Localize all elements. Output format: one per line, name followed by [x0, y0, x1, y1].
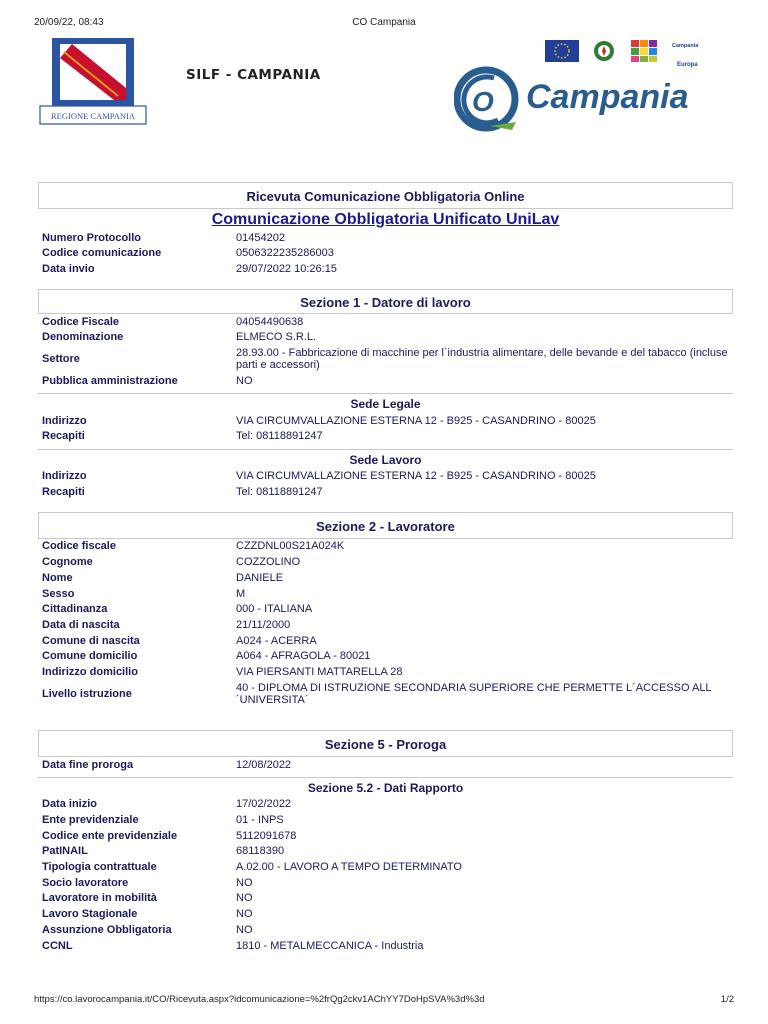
section-5-header: Sezione 5 - Proroga [38, 730, 733, 757]
page-number: 1/2 [720, 994, 734, 1005]
table-row: Codice fiscale CZZDNL00S21A024K [42, 540, 345, 553]
table-row: Indirizzo VIA CIRCUMVALLAZIONE ESTERNA 12 - B925 - CASANDRINO - 80025 [42, 414, 596, 427]
regione-label: REGIONE CAMPANIA [51, 111, 135, 121]
table-row: Data fine proroga 12/08/2022 [42, 758, 292, 771]
table-row: Assunzione Obbligatoria NO [42, 923, 253, 936]
print-footer [34, 994, 734, 1008]
table-row: Nome DANIELE [42, 571, 284, 584]
table-row: Settore 28.93.00 - Fabbricazione di macchine per l´industria alimentare, delle bevande e del tabacco (incluse parti e accessori) [42, 346, 728, 372]
sede-lavoro-table [38, 469, 733, 500]
table-row: Ente previdenziale 01 - INPS [42, 814, 284, 827]
co-brand-label: Campania [526, 78, 689, 116]
svg-text:O: O [472, 86, 494, 117]
table-row: Recapiti Tel: 08118891247 [42, 485, 323, 498]
print-title: CO Campania [352, 17, 416, 28]
table-row: CCNL 1810 - METALMECCANICA - Industria [42, 939, 424, 952]
co-campania-logo [454, 66, 724, 136]
section-1-table [38, 314, 733, 389]
table-row: Denominazione ELMECO S.R.L. [42, 331, 317, 344]
table-row: Lavoratore in mobilità NO [42, 892, 253, 905]
table-row: Cognome COZZOLINO [42, 556, 301, 569]
main-title: Comunicazione Obbligatoria Unificato UniLav [211, 211, 560, 228]
table-row: Indirizzo VIA CIRCUMVALLAZIONE ESTERNA 12 - B925 - CASANDRINO - 80025 [42, 470, 596, 483]
table-row: Data invio 29/07/2022 10:26:15 [42, 262, 337, 275]
table-row: Tipologia contrattuale A.02.00 - LAVORO A TEMPO DETERMINATO [42, 861, 462, 874]
table-row: Data di nascita 21/11/2000 [42, 618, 291, 631]
table-row: Pubblica amministrazione NO [42, 375, 253, 388]
table-row: Livello istruzione 40 - DIPLOMA DI ISTRUZIONE SECONDARIA SUPERIORE CHE PERMETTE L´ACCESSO ALL ´UNIVERSITA´ [42, 681, 712, 707]
section-5-2-header: Sezione 5.2 - Dati Rapporto [38, 777, 733, 797]
section-2-header: Sezione 2 - Lavoratore [38, 512, 733, 539]
table-row: PatINAIL 68118390 [42, 845, 285, 858]
sede-legale-table [38, 413, 733, 444]
table-row: Codice ente previdenziale 5112091678 [42, 829, 297, 842]
table-row: Comune di nascita A024 - ACERRA [42, 634, 317, 647]
info-table [38, 230, 733, 277]
europa-campania-logo [668, 40, 720, 68]
section-5-2-table [38, 797, 733, 954]
table-row: Lavoro Stagionale NO [42, 908, 253, 921]
table-row: Comune domicilio A064 - AFRAGOLA - 80021 [42, 650, 371, 663]
receipt-content [38, 182, 733, 954]
regional-colors-icon [631, 40, 657, 62]
print-header [34, 17, 734, 31]
table-row: Indirizzo domicilio VIA PIERSANTI MATTARELLA 28 [42, 665, 403, 678]
section-2-table [38, 539, 733, 708]
regione-campania-logo [38, 38, 148, 134]
sede-lavoro-header: Sede Lavoro [38, 449, 733, 469]
svg-text:Europa: Europa [677, 62, 698, 68]
table-row: Cittadinanza 000 - ITALIANA [42, 603, 313, 616]
table-row: Codice comunicazione 0506322235286003 [42, 247, 334, 260]
section-5-table [38, 757, 733, 773]
silf-title: SILF - CAMPANIA [186, 67, 321, 83]
italian-emblem-icon [594, 41, 614, 61]
sede-legale-header: Sede Legale [38, 393, 733, 413]
table-row: Data inizio 17/02/2022 [42, 798, 292, 811]
print-url[interactable]: https://co.lavorocampania.it/CO/Ricevuta.aspx?idcomunicazione=%2frQg2ckv1AChYY7DoHpSVA%3d%3d [34, 994, 485, 1005]
table-row: Codice Fiscale 04054490638 [42, 315, 304, 328]
eu-flag-icon [545, 40, 579, 62]
table-row: Numero Protocollo 01454202 [42, 231, 285, 244]
table-row: Sesso M [42, 587, 246, 600]
svg-text:Campania: Campania [672, 43, 699, 49]
table-row: Socio lavoratore NO [42, 876, 253, 889]
print-date: 20/09/22, 08:43 [34, 17, 104, 28]
receipt-title: Ricevuta Comunicazione Obbligatoria Online [38, 182, 733, 209]
section-1-header: Sezione 1 - Datore di lavoro [38, 289, 733, 314]
table-row: Recapiti Tel: 08118891247 [42, 430, 323, 443]
